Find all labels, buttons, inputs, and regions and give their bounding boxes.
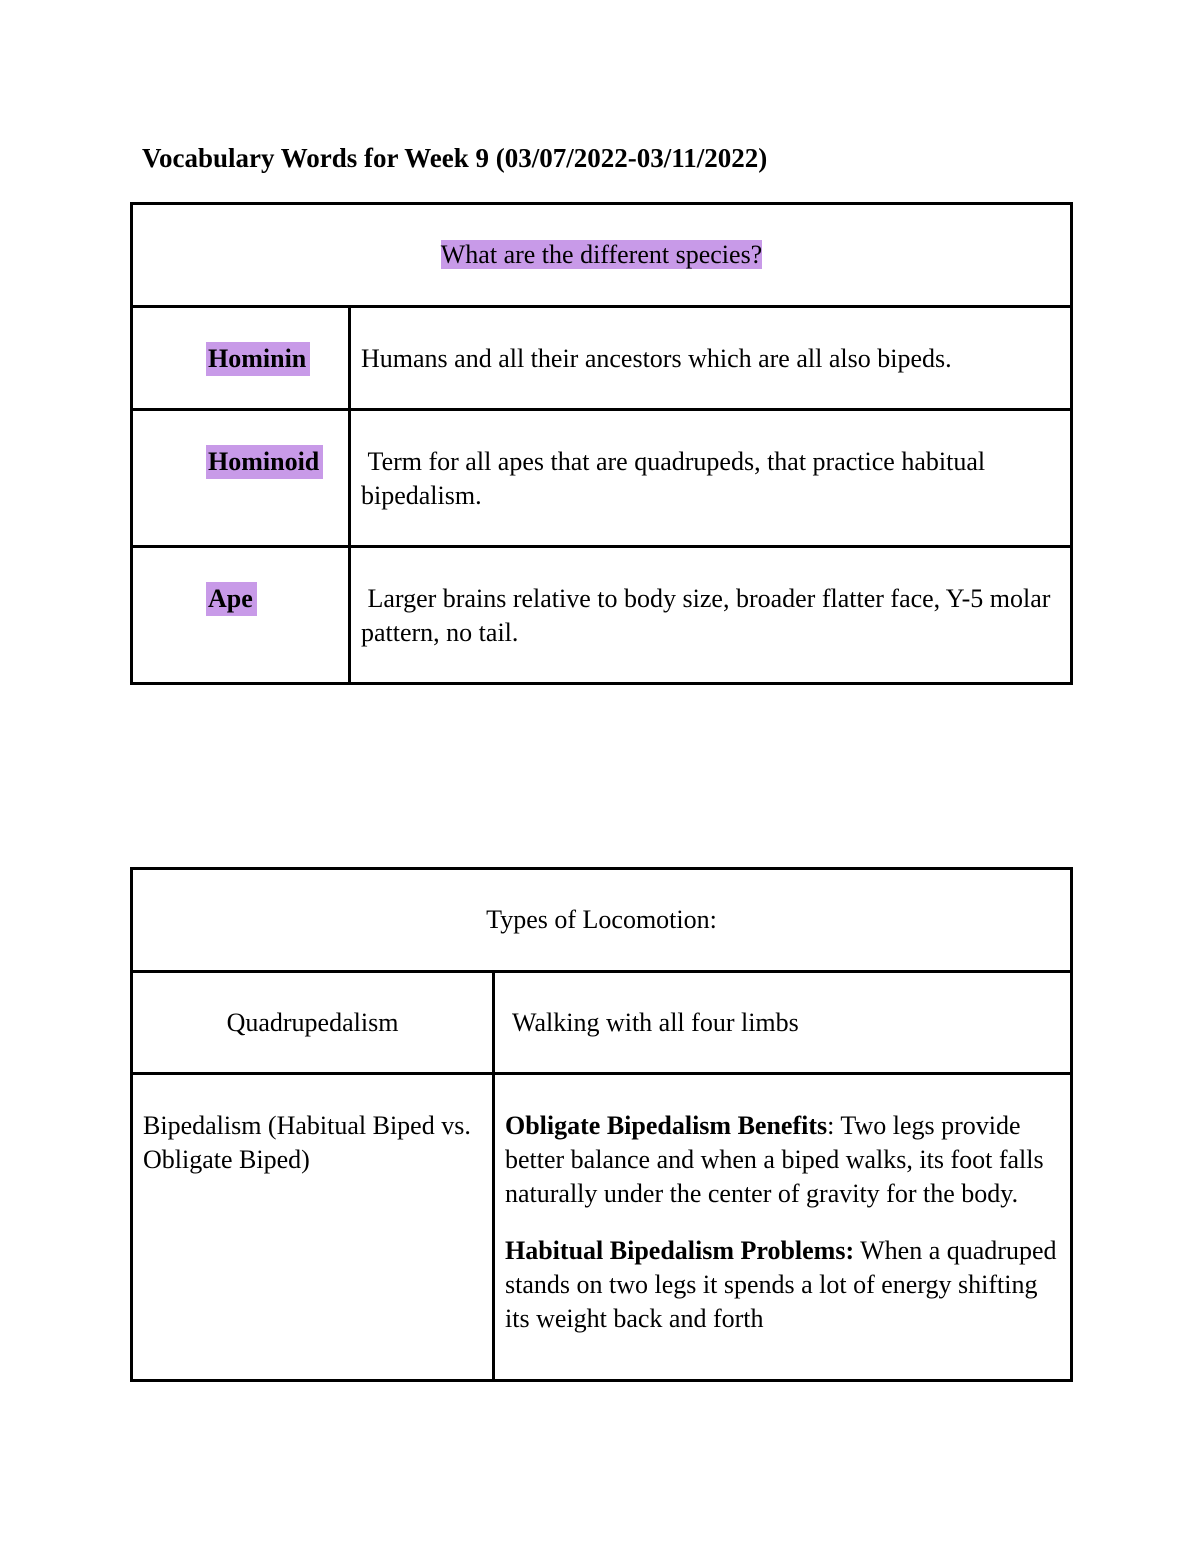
species-table-header: What are the different species? [440, 240, 763, 269]
species-table-header-cell [132, 204, 1072, 307]
habitual-bipedalism-heading: Habitual Bipedalism Problems: [505, 1236, 855, 1265]
term-cell [132, 547, 350, 684]
table-row [132, 1074, 1072, 1381]
definition-ape: Larger brains relative to body size, broader flatter face, Y-5 molar pattern, no tail. [361, 584, 1057, 647]
obligate-bipedalism-paragraph [505, 1109, 1060, 1211]
locomotion-table [130, 867, 1073, 1382]
species-table [130, 202, 1073, 685]
term-hominin: Hominin [206, 342, 310, 376]
definition-cell [350, 307, 1072, 410]
habitual-bipedalism-text: When a quadruped stands on two legs it spends a lot of energy shifting its weight back and forth [505, 1236, 1063, 1333]
definition-bipedalism [494, 1074, 1072, 1381]
table-row [132, 410, 1072, 547]
term-cell [132, 307, 350, 410]
definition-cell [350, 547, 1072, 684]
obligate-bipedalism-text: : Two legs provide better balance and when a biped walks, its foot falls naturally under the center of gravity for the body. [505, 1111, 1044, 1208]
definition-cell [350, 410, 1072, 547]
obligate-bipedalism-heading: Obligate Bipedalism Benefits [505, 1111, 828, 1140]
term-hominoid: Hominoid [206, 445, 323, 479]
term-bipedalism: Bipedalism (Habitual Biped vs. Obligate Biped) [132, 1074, 494, 1381]
definition-hominoid: Term for all apes that are quadrupeds, that practice habitual bipedalism. [361, 447, 992, 510]
table-row [132, 307, 1072, 410]
term-ape: Ape [206, 582, 257, 616]
species-table-header-row [132, 204, 1072, 307]
table-row [132, 972, 1072, 1074]
table-row [132, 547, 1072, 684]
definition-quadrupedalism: Walking with all four limbs [494, 972, 1072, 1074]
definition-hominin: Humans and all their ancestors which are all also bipeds. [361, 344, 952, 373]
page-title: Vocabulary Words for Week 9 (03/07/2022-03/11/2022) [142, 143, 768, 173]
term-quadrupedalism: Quadrupedalism [132, 972, 494, 1074]
locomotion-table-header-row [132, 869, 1072, 972]
habitual-bipedalism-paragraph [505, 1234, 1063, 1336]
term-cell [132, 410, 350, 547]
locomotion-table-header: Types of Locomotion: [132, 869, 1072, 972]
